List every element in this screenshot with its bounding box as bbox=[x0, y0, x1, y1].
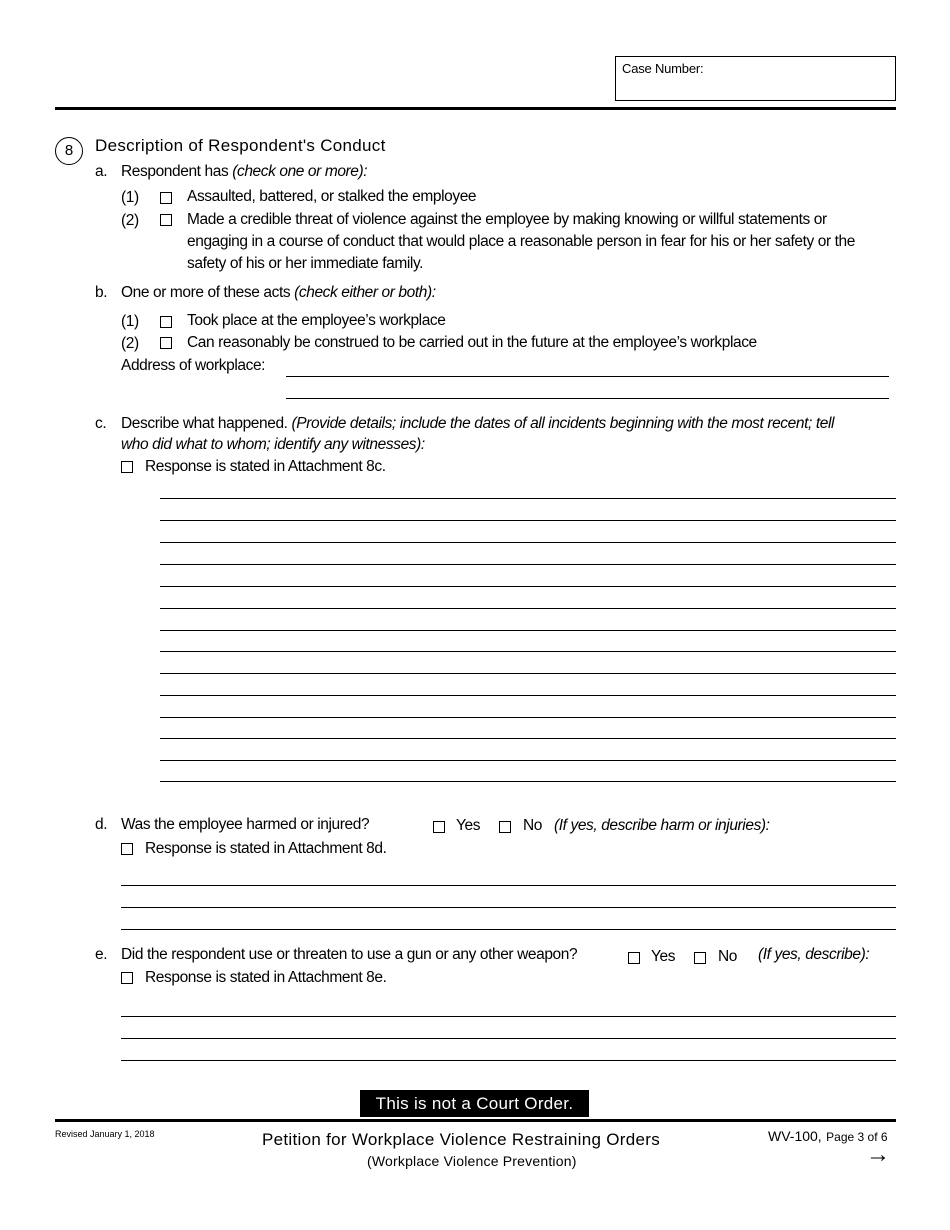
description-line[interactable] bbox=[160, 520, 896, 521]
case-number-box[interactable] bbox=[615, 56, 896, 101]
item-a1-text: Assaulted, battered, or stalked the employee bbox=[187, 188, 477, 205]
not-court-order-text: This is not a Court Order. bbox=[375, 1094, 574, 1113]
item-e-no-checkbox[interactable] bbox=[694, 952, 706, 964]
item-a2-number: (2) bbox=[121, 212, 139, 229]
form-id-text: WV-100, bbox=[768, 1128, 822, 1144]
item-a1-number: (1) bbox=[121, 189, 139, 206]
item-d-attachment-checkbox[interactable] bbox=[121, 843, 133, 855]
description-line[interactable] bbox=[160, 542, 896, 543]
item-e-note-text: (If yes, describe): bbox=[758, 946, 870, 963]
item-c-prompt bbox=[121, 416, 834, 432]
next-page-arrow-icon[interactable]: → bbox=[866, 1141, 890, 1168]
item-a-letter: a. bbox=[95, 163, 108, 180]
item-b2-number: (2) bbox=[121, 335, 139, 352]
item-b1-checkbox[interactable] bbox=[160, 316, 172, 328]
item-a-prompt bbox=[121, 164, 367, 180]
description-line[interactable] bbox=[160, 630, 896, 631]
item-c-prompt-hint: (Provide details; include the dates of all incidents beginning with the most recent; tell bbox=[291, 415, 835, 432]
description-line[interactable] bbox=[160, 564, 896, 565]
description-line[interactable] bbox=[160, 608, 896, 609]
item-b-prompt bbox=[121, 285, 436, 301]
description-line[interactable] bbox=[160, 781, 896, 782]
item-b-prompt-text: One or more of these acts bbox=[121, 284, 295, 301]
item-e-yes-label: Yes bbox=[651, 948, 676, 965]
weapon-description-line[interactable] bbox=[121, 1016, 896, 1017]
item-e-attachment-checkbox[interactable] bbox=[121, 972, 133, 984]
item-b1-text: Took place at the employee’s workplace bbox=[187, 312, 446, 329]
item-c-attachment-checkbox[interactable] bbox=[121, 461, 133, 473]
item-a1-checkbox[interactable] bbox=[160, 192, 172, 204]
case-number-label: Case Number: bbox=[622, 61, 704, 76]
footer-rule bbox=[55, 1119, 896, 1122]
item-d-attachment-label: Response is stated in Attachment 8d. bbox=[145, 840, 387, 857]
weapon-description-line[interactable] bbox=[121, 1060, 896, 1061]
harm-description-line[interactable] bbox=[121, 885, 896, 886]
revised-date: Revised January 1, 2018 bbox=[55, 1129, 155, 1139]
item-a2-text-line: engaging in a course of conduct that would place a reasonable person in fear for his or her safety or the bbox=[187, 233, 855, 250]
description-line[interactable] bbox=[160, 760, 896, 761]
item-c-prompt-hint-continued bbox=[121, 437, 425, 453]
item-a2-checkbox[interactable] bbox=[160, 214, 172, 226]
item-c-prompt-text: Describe what happened. bbox=[121, 415, 292, 432]
item-e-no-label: No bbox=[718, 948, 738, 965]
item-b-prompt-hint: (check either or both): bbox=[294, 284, 436, 301]
harm-description-line[interactable] bbox=[121, 929, 896, 930]
item-d-yes-checkbox[interactable] bbox=[433, 821, 445, 833]
item-e-yes-checkbox[interactable] bbox=[628, 952, 640, 964]
workplace-address-label: Address of workplace: bbox=[121, 357, 266, 374]
item-d-note-text: (If yes, describe harm or injuries): bbox=[554, 817, 770, 834]
section-number: 8 bbox=[64, 142, 74, 159]
item-e-question: Did the respondent use or threaten to use a gun or any other weapon? bbox=[121, 946, 578, 963]
section-title: Description of Respondent's Conduct bbox=[95, 136, 386, 155]
form-subtitle: (Workplace Violence Prevention) bbox=[367, 1153, 577, 1169]
item-b1-number: (1) bbox=[121, 313, 139, 330]
item-d-yes-label: Yes bbox=[456, 817, 481, 834]
item-c-attachment-label: Response is stated in Attachment 8c. bbox=[145, 458, 386, 475]
workplace-address-line[interactable] bbox=[286, 398, 889, 399]
item-d-note bbox=[554, 818, 770, 834]
item-a-prompt-text: Respondent has bbox=[121, 163, 233, 180]
description-line[interactable] bbox=[160, 586, 896, 587]
item-b2-text: Can reasonably be construed to be carried out in the future at the employee’s workplace bbox=[187, 334, 757, 351]
description-line[interactable] bbox=[160, 717, 896, 718]
item-c-prompt-hint-line2: who did what to whom; identify any witnesses): bbox=[121, 436, 425, 453]
item-b2-checkbox[interactable] bbox=[160, 337, 172, 349]
page-indicator: Page 3 of 6 bbox=[826, 1130, 888, 1144]
item-d-no-label: No bbox=[523, 817, 543, 834]
item-e-letter: e. bbox=[95, 946, 108, 963]
section-number-circle bbox=[55, 137, 83, 165]
form-title: Petition for Workplace Violence Restraining Orders bbox=[262, 1130, 660, 1149]
weapon-description-line[interactable] bbox=[121, 1038, 896, 1039]
item-a2-text-line: Made a credible threat of violence against the employee by making knowing or willful statements or bbox=[187, 211, 827, 228]
not-court-order-notice bbox=[360, 1090, 589, 1117]
item-a2-text-line: safety of his or her immediate family. bbox=[187, 255, 424, 272]
workplace-address-line[interactable] bbox=[286, 376, 889, 377]
item-a-prompt-hint: (check one or more): bbox=[232, 163, 368, 180]
item-d-no-checkbox[interactable] bbox=[499, 821, 511, 833]
description-line[interactable] bbox=[160, 695, 896, 696]
item-e-note bbox=[758, 947, 869, 963]
description-line[interactable] bbox=[160, 673, 896, 674]
item-b-letter: b. bbox=[95, 284, 108, 301]
header-rule bbox=[55, 107, 896, 110]
description-line[interactable] bbox=[160, 651, 896, 652]
harm-description-line[interactable] bbox=[121, 907, 896, 908]
description-line[interactable] bbox=[160, 498, 896, 499]
item-e-attachment-label: Response is stated in Attachment 8e. bbox=[145, 969, 387, 986]
item-c-letter: c. bbox=[95, 415, 107, 432]
item-d-question: Was the employee harmed or injured? bbox=[121, 816, 370, 833]
description-line[interactable] bbox=[160, 738, 896, 739]
item-d-letter: d. bbox=[95, 816, 108, 833]
